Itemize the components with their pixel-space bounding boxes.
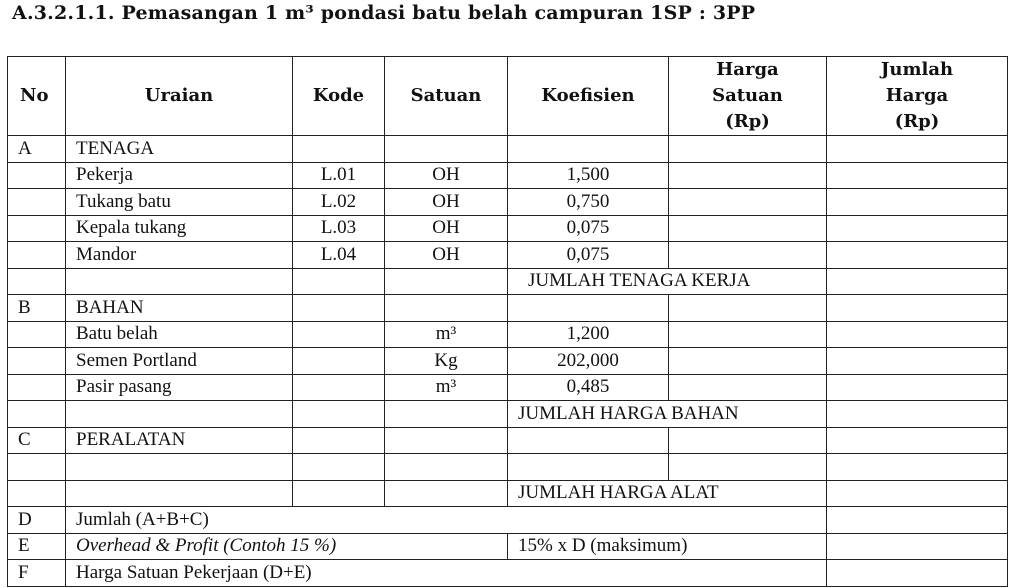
page-title: A.3.2.1.1. Pemasangan 1 m³ pondasi batu belah campuran 1SP : 3PP [12, 2, 756, 24]
footer-row-f [8, 560, 1008, 587]
uraian-cell: Batu belah [66, 321, 293, 348]
table-row [8, 348, 1008, 375]
header-harga-satuan: Harga Satuan (Rp) [669, 57, 827, 136]
table-row [8, 374, 1008, 401]
kode-cell [293, 374, 385, 401]
section-label: BAHAN [66, 295, 293, 322]
table-row [8, 189, 1008, 216]
footer-no: E [8, 533, 66, 560]
uraian-cell: Semen Portland [66, 348, 293, 375]
uraian-cell: Kepala tukang [66, 215, 293, 242]
satuan-cell: OH [385, 242, 508, 269]
satuan-cell: OH [385, 162, 508, 189]
section-no: B [8, 295, 66, 322]
uraian-cell: Tukang batu [66, 189, 293, 216]
table-row [8, 454, 1008, 481]
header-jumlah-harga: Jumlah Harga (Rp) [827, 57, 1008, 136]
header-uraian: Uraian [66, 57, 293, 136]
total-label: JUMLAH HARGA ALAT [508, 480, 827, 507]
total-label: JUMLAH TENAGA KERJA [508, 268, 827, 295]
header-row [8, 57, 1008, 136]
kode-cell [293, 321, 385, 348]
koefisien-cell: 0,750 [508, 189, 669, 216]
satuan-cell: OH [385, 215, 508, 242]
table-row [8, 321, 1008, 348]
footer-row-d [8, 507, 1008, 534]
satuan-cell: m³ [385, 374, 508, 401]
koefisien-cell: 0,075 [508, 215, 669, 242]
uraian-cell: Mandor [66, 242, 293, 269]
satuan-cell: Kg [385, 348, 508, 375]
header-satuan: Satuan [385, 57, 508, 136]
koefisien-cell: 1,200 [508, 321, 669, 348]
satuan-cell: OH [385, 189, 508, 216]
total-row-alat [8, 480, 1008, 507]
section-label: TENAGA [66, 136, 293, 163]
kode-cell: L.04 [293, 242, 385, 269]
footer-no: F [8, 560, 66, 587]
footer-label: Overhead & Profit (Contoh 15 %) [66, 533, 508, 560]
kode-cell: L.03 [293, 215, 385, 242]
footer-note: 15% x D (maksimum) [508, 533, 827, 560]
header-kode: Kode [293, 57, 385, 136]
footer-no: D [8, 507, 66, 534]
koefisien-cell: 202,000 [508, 348, 669, 375]
footer-label: Jumlah (A+B+C) [66, 507, 827, 534]
header-no: No [8, 57, 66, 136]
section-row-bahan [8, 295, 1008, 322]
kode-cell: L.02 [293, 189, 385, 216]
koefisien-cell: 0,485 [508, 374, 669, 401]
section-row-peralatan [8, 427, 1008, 454]
header-koefisien: Koefisien [508, 57, 669, 136]
section-row-tenaga [8, 136, 1008, 163]
table-row [8, 242, 1008, 269]
footer-label: Harga Satuan Pekerjaan (D+E) [66, 560, 827, 587]
section-no: A [8, 136, 66, 163]
total-row-bahan [8, 401, 1008, 428]
kode-cell [293, 348, 385, 375]
total-row-tenaga [8, 268, 1008, 295]
total-label: JUMLAH HARGA BAHAN [508, 401, 827, 428]
koefisien-cell: 1,500 [508, 162, 669, 189]
satuan-cell: m³ [385, 321, 508, 348]
section-label: PERALATAN [66, 427, 293, 454]
footer-row-e [8, 533, 1008, 560]
kode-cell: L.01 [293, 162, 385, 189]
uraian-cell: Pasir pasang [66, 374, 293, 401]
analysis-table [7, 56, 1008, 587]
table-row [8, 162, 1008, 189]
table-row [8, 215, 1008, 242]
uraian-cell: Pekerja [66, 162, 293, 189]
section-no: C [8, 427, 66, 454]
koefisien-cell: 0,075 [508, 242, 669, 269]
